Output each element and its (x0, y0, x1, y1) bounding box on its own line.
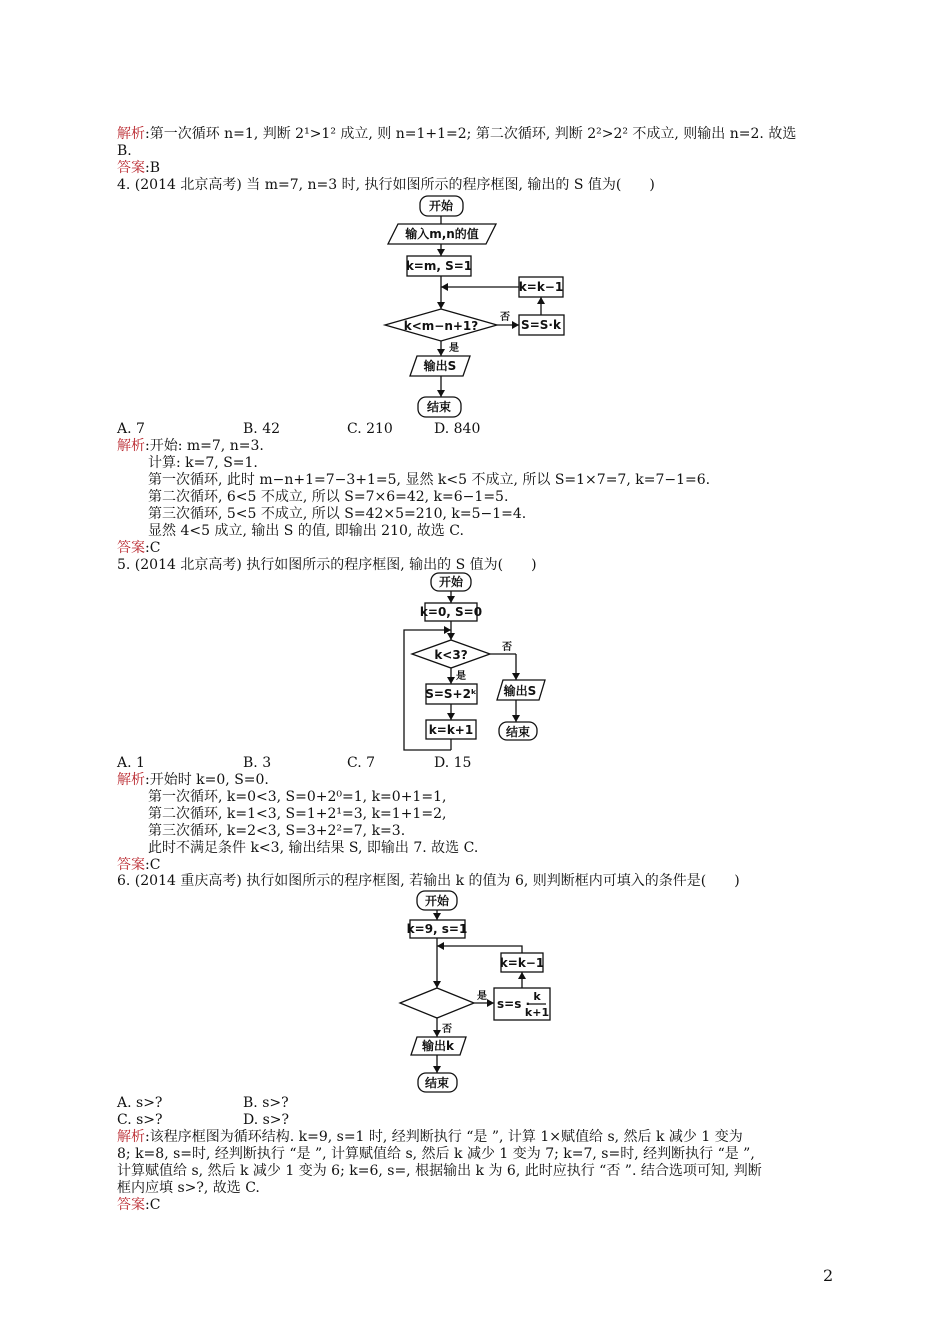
q4-option-c: C. 210 (347, 421, 393, 437)
q6-analysis-line2: 8; k=8, s=时, 经判断执行 “是 ”, 计算赋值给 s, 然后 k 减少 1 变为 7; k=7, s=时, 经判断执行 “是 ”, (117, 1146, 755, 1162)
q6-end: 结束 (424, 1076, 450, 1090)
q6-init: k=9, s=1 (406, 922, 468, 936)
q3-answer: 答案:B (117, 160, 161, 176)
q5-option-b: B. 3 (243, 755, 272, 771)
q4-input: 输入m,n的值 (405, 227, 479, 241)
analysis-label: 解析 (117, 126, 145, 142)
q4-analysis-line4: 第二次循环, 6<5 不成立, 所以 S=7×6=42, k=6−1=5. (148, 489, 509, 505)
q6-output: 输出k (422, 1039, 454, 1053)
q5-no-label: 否 (502, 642, 512, 653)
q6-stem: 6. (2014 重庆高考) 执行如图所示的程序框图, 若输出 k 的值为 6, 则判断框内可填入的条件是( ) (117, 873, 740, 889)
analysis-label: 解析 (117, 772, 145, 788)
analysis-label: 解析 (117, 438, 145, 454)
q5-analysis-line5: 此时不满足条件 k<3, 输出结果 S, 即输出 7. 故选 C. (148, 840, 479, 856)
q6-analysis-line4: 框内应填 s>?, 故选 C. (117, 1180, 260, 1196)
q5-yes-label: 是 (456, 671, 466, 682)
q4-update: S=S·k (521, 318, 561, 332)
q5-analysis-line3: 第二次循环, k=1<3, S=1+2¹=3, k=1+1=2, (148, 806, 447, 822)
q4-option-d: D. 840 (434, 421, 481, 437)
q4-analysis-line2: 计算: k=7, S=1. (148, 455, 258, 471)
q5-update: S=S+2ᵏ (425, 687, 477, 701)
answer-label: 答案 (117, 540, 145, 556)
q3-analysis-line2: B. (117, 143, 132, 159)
q6-option-b: B. s>? (243, 1095, 289, 1111)
q4-no-label: 否 (500, 312, 510, 323)
q5-analysis-line1: 解析:开始时 k=0, S=0. (117, 772, 269, 788)
q6-yes-label: 是 (477, 991, 487, 1002)
page-number: 2 (823, 1266, 834, 1285)
q5-option-a: A. 1 (117, 755, 145, 771)
q4-yes-label: 是 (449, 343, 459, 354)
q5-init: k=0, S=0 (419, 605, 483, 619)
analysis-label: 解析 (117, 1129, 145, 1145)
q4-analysis-line1: 解析:开始: m=7, n=3. (117, 438, 264, 454)
q4-stem: 4. (2014 北京高考) 当 m=7, n=3 时, 执行如图所示的程序框图, 输出的 S 值为( ) (117, 177, 655, 193)
q4-analysis-line5: 第三次循环, 5<5 不成立, 所以 S=42×5=210, k=5−1=4. (148, 506, 527, 522)
q6-analysis-line3: 计算赋值给 s, 然后 k 减少 1 变为 6; k=6, s=, 根据输出 k 为 6, 此时应执行 “否 ”. 结合选项可知, 判断 (117, 1163, 762, 1179)
q4-decision: k<m−n+1? (403, 319, 479, 333)
q4-end: 结束 (426, 400, 452, 414)
q6-answer: 答案:C (117, 1197, 161, 1213)
q3-analysis-line1: 解析:第一次循环 n=1, 判断 2¹>1² 成立, 则 n=1+1=2; 第二次循环, 判断 2²>2² 不成立, 则输出 n=2. 故选 (117, 126, 797, 142)
q4-analysis-line3: 第一次循环, 此时 m−n+1=7−3+1=5, 显然 k<5 不成立, 所以 S=1×7=7, k=7−1=6. (148, 472, 711, 488)
q5-start: 开始 (438, 575, 464, 589)
answer-label: 答案 (117, 1197, 145, 1213)
q6-option-d: D. s>? (243, 1112, 290, 1128)
q5-end: 结束 (505, 725, 531, 739)
q4-init: k=m, S=1 (405, 259, 473, 273)
q4-answer: 答案:C (117, 540, 161, 556)
q5-inc: k=k+1 (428, 723, 474, 737)
answer-label: 答案 (117, 857, 145, 873)
q6-frac-den: k+1 (524, 1006, 550, 1019)
q6-dec: k=k−1 (499, 956, 545, 970)
q4-analysis-line6: 显然 4<5 成立, 输出 S 的值, 即输出 210, 故选 C. (148, 523, 464, 539)
q6-frac-num: k (533, 990, 541, 1003)
q6-no-label: 否 (442, 1024, 452, 1035)
q4-dec: k=k−1 (518, 280, 564, 294)
q5-answer: 答案:C (117, 857, 161, 873)
q5-analysis-line2: 第一次循环, k=0<3, S=0+2⁰=1, k=0+1=1, (148, 789, 447, 805)
q6-option-c: C. s>? (117, 1112, 163, 1128)
q5-decision: k<3? (434, 648, 468, 662)
q6-analysis-line1: 解析:该程序框图为循环结构. k=9, s=1 时, 经判断执行 “是 ”, 计算 1×赋值给 s, 然后 k 减少 1 变为 (117, 1129, 743, 1145)
q5-option-c: C. 7 (347, 755, 376, 771)
q6-update-left: s=s · (497, 997, 531, 1011)
q4-option-b: B. 42 (243, 421, 281, 437)
q5-output: 输出S (503, 684, 537, 698)
q4-option-a: A. 7 (117, 421, 145, 437)
q5-stem: 5. (2014 北京高考) 执行如图所示的程序框图, 输出的 S 值为( ) (117, 557, 537, 573)
q6-option-a: A. s>? (117, 1095, 163, 1111)
q5-analysis-line4: 第三次循环, k=2<3, S=3+2²=7, k=3. (148, 823, 406, 839)
q4-output: 输出S (423, 359, 457, 373)
q4-start: 开始 (428, 199, 454, 213)
q6-start: 开始 (424, 894, 450, 908)
q5-option-d: D. 15 (434, 755, 472, 771)
answer-label: 答案 (117, 160, 145, 176)
